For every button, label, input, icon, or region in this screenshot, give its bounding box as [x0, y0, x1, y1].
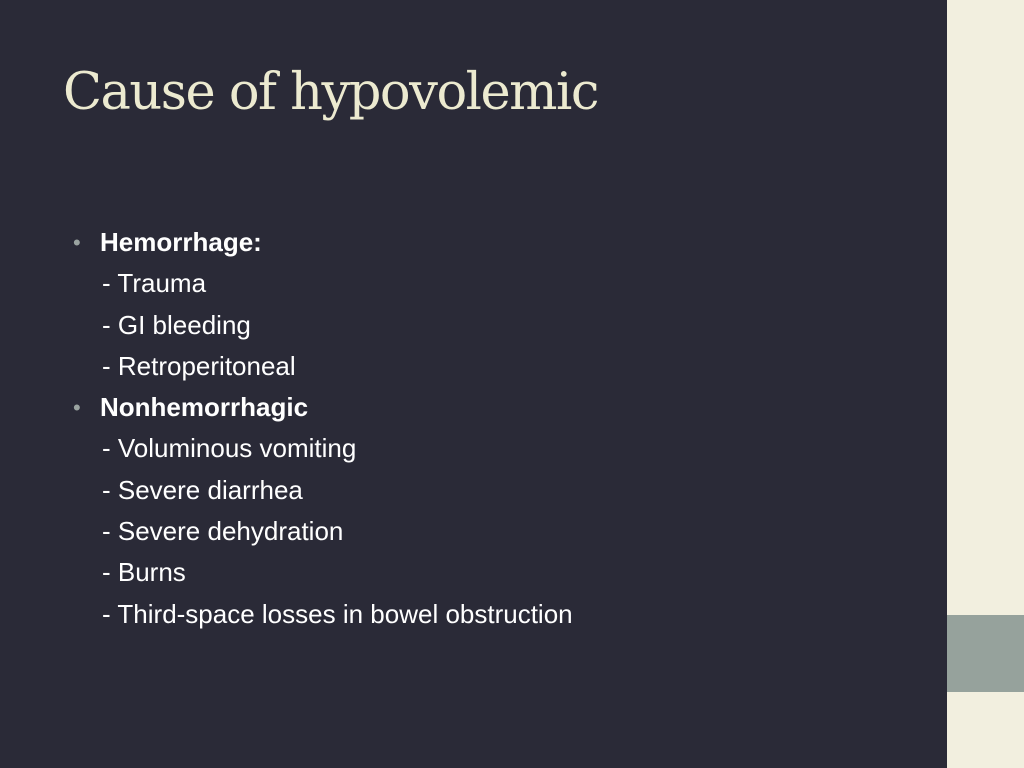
- bullet-dot-icon: •: [73, 230, 81, 255]
- bullet-item: [72, 387, 932, 428]
- sub-item: - Severe diarrhea: [102, 474, 303, 505]
- sub-item: - Third-space losses in bowel obstruction: [102, 598, 573, 629]
- section-hemorrhage: [72, 222, 932, 387]
- sub-item: - Voluminous vomiting: [102, 433, 357, 464]
- sub-item: - GI bleeding: [102, 309, 251, 340]
- side-decoration-panel: [947, 0, 1024, 768]
- sub-item: - Burns: [102, 557, 186, 588]
- slide-title: Cause of hypovolemic: [63, 63, 598, 122]
- section-heading: Nonhemorrhagic: [100, 392, 309, 423]
- sub-item: - Severe dehydration: [102, 516, 344, 547]
- section-heading: Hemorrhage:: [100, 227, 262, 257]
- bullet-content: [72, 222, 932, 635]
- bullet-dot-icon: •: [73, 395, 81, 421]
- side-accent-block: [947, 615, 1024, 692]
- sub-item: - Retroperitoneal: [102, 350, 296, 381]
- section-nonhemorrhagic: [72, 387, 932, 635]
- bullet-item: [72, 222, 932, 263]
- sub-item: - Trauma: [102, 268, 207, 299]
